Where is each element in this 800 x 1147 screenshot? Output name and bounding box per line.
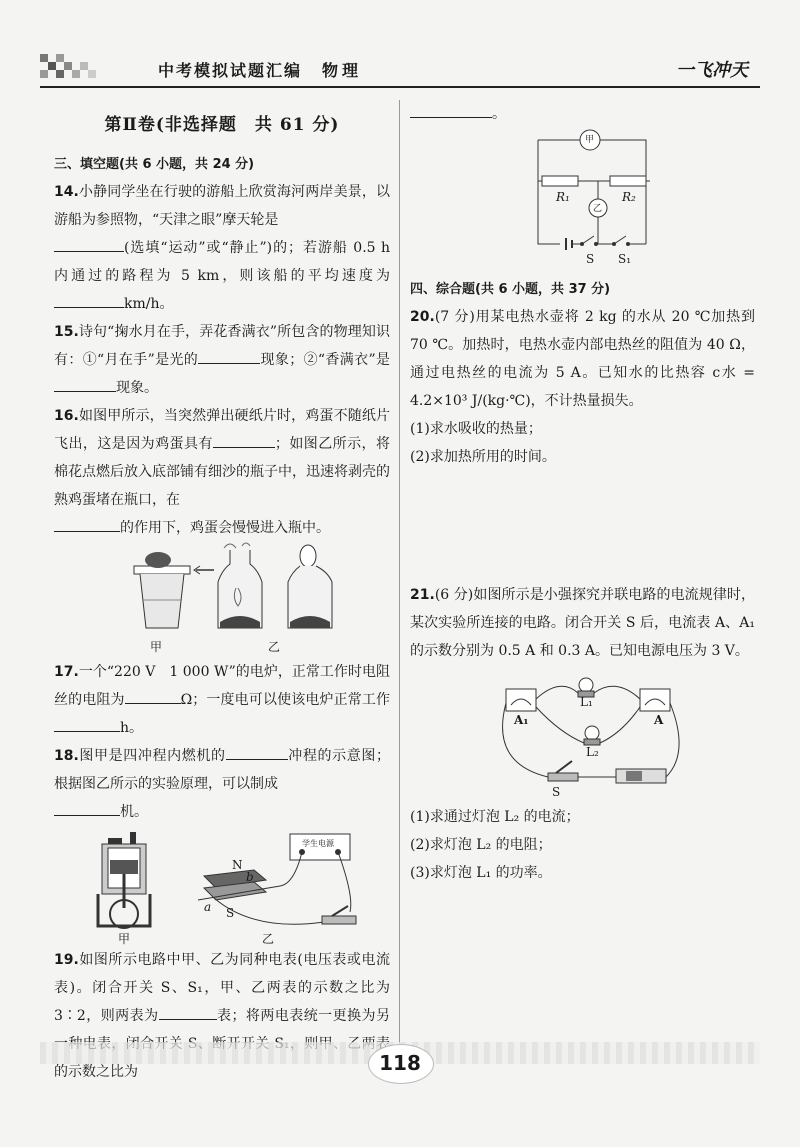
q19-number: 19. — [54, 952, 79, 968]
q18-label-a: a — [204, 900, 212, 914]
q15-text-2: 现象；②“香满衣”是 — [260, 352, 390, 368]
q16-fig-b-label: 乙 — [268, 640, 281, 654]
q19-r1-label: R₁ — [556, 190, 570, 204]
q15-blank-1[interactable] — [198, 349, 260, 364]
q14-number: 14. — [54, 184, 79, 200]
q18-text-1: 图甲是四冲程内燃机的 — [78, 748, 226, 764]
q19-text-1: 如图所示电路中甲、乙为同种电表(电压表或电流表)。闭合开关 S、S₁，甲、乙两表的示数之比为 3∶2，则两表为 — [54, 952, 390, 1024]
q18-blank-1[interactable] — [226, 745, 288, 760]
q20-text: (7 分)用某电热水壶将 2 kg 的水从 20 ℃加热到 70 ℃。加热时，电热水壶内部电热丝的阻值为 40 Ω，通过电热丝的电流为 5 A。已知水的比热容 c水 = 4.2×10³ J/(kg·℃)，不计热量损失。 — [410, 309, 755, 409]
header-brand: 一飞冲天 — [676, 60, 748, 81]
q15-number: 15. — [54, 324, 79, 340]
q16-figure-drawing — [54, 542, 390, 642]
q19-figure — [410, 128, 755, 266]
q19-circuit-drawing — [410, 128, 755, 252]
q18-figure-drawing — [54, 826, 390, 938]
q17-text-3: h。 — [120, 720, 144, 736]
q19-s1-label: S₁ — [618, 252, 632, 266]
q21-sub-3: (3)求灯泡 L₁ 的功率。 — [410, 865, 552, 881]
part4-title: 四、综合题(共 6 小题，共 37 分) — [410, 282, 611, 297]
q14-blank-1[interactable] — [54, 237, 124, 252]
q18-power-label: 学生电源 — [302, 839, 334, 848]
q18-fig-a-label: 甲 — [118, 932, 131, 946]
left-column — [54, 100, 390, 1086]
page-number: 118 — [379, 1051, 421, 1075]
q21-number: 21. — [410, 587, 435, 603]
q19-blank-2[interactable] — [410, 103, 492, 118]
q18-blank-2[interactable] — [54, 801, 120, 816]
q19-s-label: S — [586, 252, 595, 266]
q17-number: 17. — [54, 664, 79, 680]
q17-blank-1[interactable] — [125, 689, 181, 704]
q21-a-label: A — [654, 713, 664, 727]
question-18 — [54, 742, 390, 826]
q16-blank-1[interactable] — [213, 433, 275, 448]
q14-blank-2[interactable] — [54, 293, 124, 308]
q16-text-3: 的作用下，鸡蛋会慢慢进入瓶中。 — [120, 520, 330, 536]
q19-meter-b-label: 乙 — [593, 204, 603, 214]
q16-fig-a-label: 甲 — [150, 640, 163, 654]
column-divider — [399, 100, 400, 1060]
q15-text-3: 现象。 — [116, 380, 158, 396]
q14-text-2: (选填“运动”或“静止”)的；若游船 0.5 h 内通过的路程为 5 km，则该船的平均速度为 — [54, 240, 390, 284]
q20-sub-1: (1)求水吸收的热量； — [410, 421, 542, 437]
q16-figure — [54, 542, 390, 658]
q16-text-2: ；如图乙所示，将棉花点燃后放入底部铺有细沙的瓶子中，迅速将剥壳的熟鸡蛋堵在瓶口，在 — [54, 436, 391, 508]
q17-text-2: Ω；一度电可以使该电炉正常工作 — [180, 692, 391, 708]
part3-title: 三、填空题(共 6 小题，共 24 分) — [54, 157, 255, 172]
question-20 — [410, 303, 755, 415]
q21-sub-1: (1)求通过灯泡 L₂ 的电流； — [410, 809, 580, 825]
q15-blank-2[interactable] — [54, 377, 116, 392]
question-15 — [54, 318, 390, 402]
q19-text-2: 表；将两电表统一更换为另 的示数之比为 — [54, 1008, 390, 1080]
q18-number: 18. — [54, 748, 79, 764]
q15-text-1: 诗句“掬水月在手，弄花香满衣”所包含的物理知识有：①“月在手”是光的 — [54, 324, 390, 368]
q19-r2-label: R₂ — [622, 190, 636, 204]
header-checker-icon — [40, 54, 104, 82]
q21-s-label: S — [552, 785, 561, 799]
q14-text-1: 小静同学坐在行驶的游船上欣赏海河两岸美景，以游船为参照物，“天津之眼”摩天轮是 — [54, 184, 390, 228]
question-21 — [410, 581, 755, 665]
q16-text-1: 如图甲所示，当突然弹出硬纸片时，鸡蛋不随纸片飞出，这是因为鸡蛋具有 — [54, 408, 390, 452]
question-16 — [54, 402, 390, 542]
q16-number: 16. — [54, 408, 79, 424]
header-subject: 物理 — [322, 61, 363, 80]
q17-blank-2[interactable] — [54, 717, 120, 732]
q20-sub-2: (2)求加热所用的时间。 — [410, 449, 556, 465]
right-column — [410, 100, 755, 887]
q21-a1-label: A₁ — [514, 713, 529, 727]
page-header — [40, 48, 760, 88]
q19-blank-1[interactable] — [159, 1005, 217, 1020]
q21-l1-label: L₁ — [580, 695, 593, 709]
question-17 — [54, 658, 390, 742]
q16-blank-2[interactable] — [54, 517, 120, 532]
q21-sub-2: (2)求灯泡 L₂ 的电阻； — [410, 837, 552, 853]
q21-text: (6 分)如图所示是小强探究并联电路的电流规律时，某次实验所连接的电路。闭合开关 S 后，电流表 A、A₁ 的示数分别为 0.5 A 和 0.3 A。已知电源电压为 3 V。 — [410, 587, 755, 659]
question-14 — [54, 178, 390, 318]
q20-answer-space[interactable] — [410, 471, 755, 581]
q18-figure — [54, 826, 390, 946]
q17-text-1: 一个“220 V 1 000 W”的电炉，正常工作时电阻丝的电阻为 — [54, 664, 390, 708]
q21-l2-label: L₂ — [586, 745, 599, 759]
q18-label-n: N — [232, 858, 243, 872]
q18-text-3: 机。 — [120, 804, 148, 820]
q19-text-3: 。 — [492, 106, 506, 122]
q14-text-3: km/h。 — [124, 296, 174, 312]
q20-number: 20. — [410, 309, 435, 325]
q19-continuation — [410, 100, 755, 128]
q19-meter-a-label: 甲 — [585, 135, 595, 145]
question-19 — [54, 946, 390, 1086]
q21-circuit-drawing — [410, 673, 755, 799]
q18-text-2: 冲程的示意图；根据图乙所示的实验原理，可以制成 — [54, 748, 391, 792]
header-title: 中考模拟试题汇编 — [158, 61, 303, 80]
q18-label-b: b — [246, 870, 254, 884]
header-rule — [40, 86, 760, 88]
q18-fig-b-label: 乙 — [262, 932, 275, 946]
section-title: 第Ⅱ卷(非选择题 共 61 分) — [104, 115, 340, 135]
q18-label-s: S — [226, 906, 235, 920]
q21-figure — [410, 673, 755, 803]
